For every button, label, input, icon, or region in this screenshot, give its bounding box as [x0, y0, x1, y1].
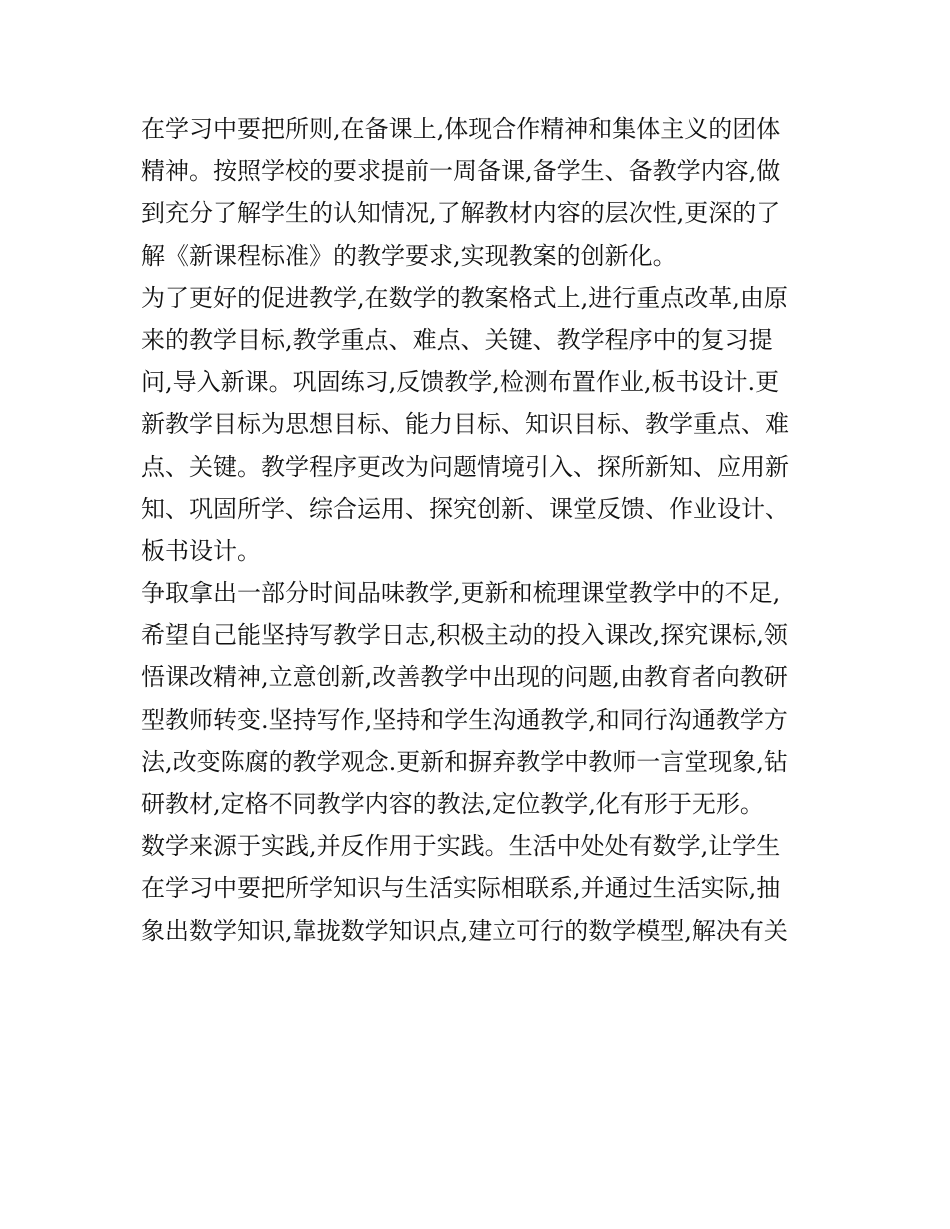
body-text [141, 108, 821, 952]
text-line: 悟课改精神,立意创新,改善教学中出现的问题,由教育者向教研 [141, 663, 788, 692]
text-line: 为了更好的促进教学,在数学的教案格式上,进行重点改革,由原 [141, 283, 788, 312]
text-line: 新教学目标为思想目标、能力目标、知识目标、教学重点、难 [141, 410, 789, 439]
text-line: 点、关键。教学程序更改为问题情境引入、探所新知、应用新 [141, 452, 789, 481]
text-line: 希望自己能坚持写教学日志,积极主动的投入课改,探究课标,领 [141, 621, 788, 650]
text-line: 象出数学知识,靠拢数学知识点,建立可行的数学模型,解决有关 [141, 916, 788, 945]
text-line: 问,导入新课。巩固练习,反馈教学,检测布置作业,板书设计.更 [141, 368, 780, 397]
text-line: 到充分了解学生的认知情况,了解教材内容的层次性,更深的了 [141, 199, 781, 228]
text-line: 争取拿出一部分时间品味教学,更新和梳理课堂教学中的不足, [141, 579, 781, 608]
text-line: 研教材,定格不同教学内容的教法,定位教学,化有形于无形。 [141, 790, 764, 818]
text-line: 来的教学目标,教学重点、难点、关键、教学程序中的复习提 [141, 325, 773, 354]
text-line: 型教师转变.坚持写作,坚持和学生沟通教学,和同行沟通教学方 [141, 705, 788, 734]
text-line: 法,改变陈腐的教学观念.更新和摒弃教学中教师一言堂现象,钻 [141, 747, 788, 776]
text-line: 板书设计。 [141, 536, 261, 565]
text-line: 在学习中要把所则,在备课上,体现合作精神和集体主义的团体 [141, 115, 781, 143]
text-line: 知、巩固所学、综合运用、探究创新、课堂反馈、作业设计、 [141, 494, 789, 523]
text-line: 数学来源于实践,并反作用于实践。生活中处处有数学,让学生 [141, 832, 781, 861]
text-line: 解《新课程标准》的教学要求,实现教案的创新化。 [141, 241, 677, 270]
text-line: 精神。按照学校的要求提前一周备课,备学生、备教学内容,做 [141, 157, 781, 186]
text-line: 在学习中要把所学知识与生活实际相联系,并通过生活实际,抽 [141, 874, 781, 903]
